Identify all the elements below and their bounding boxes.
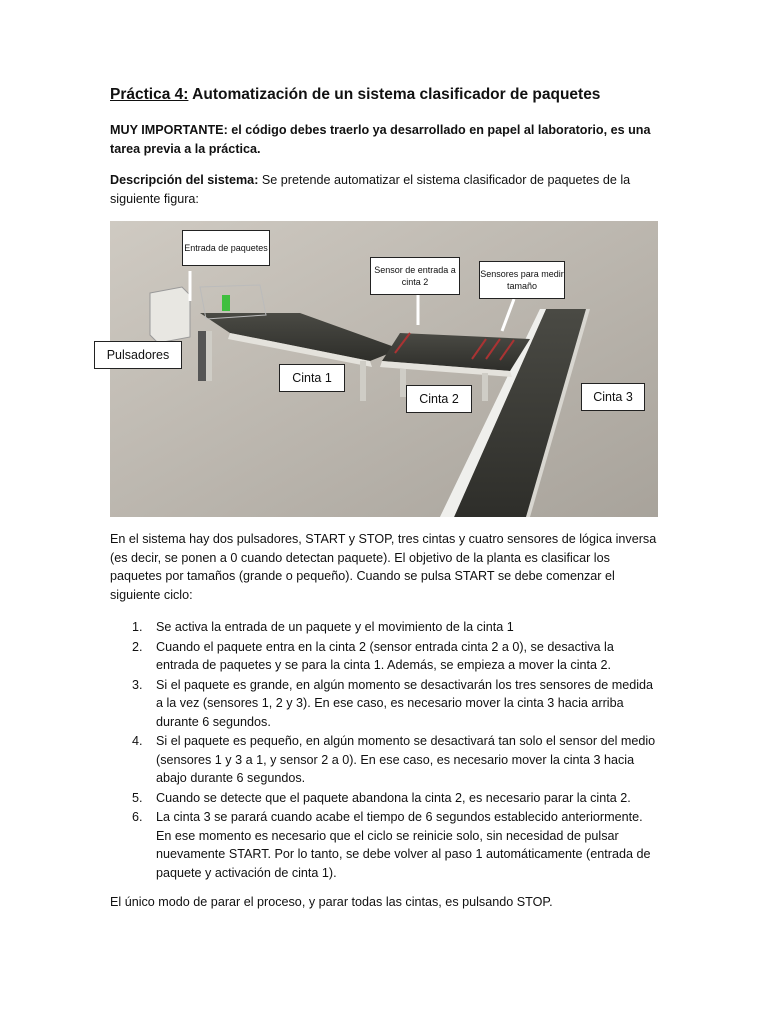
list-item xyxy=(110,618,658,637)
important-note: MUY IMPORTANTE: el código debes traerlo ya desarrollado en papel al laboratorio, es una tarea previa a la práctica. xyxy=(110,123,651,156)
system-figure xyxy=(106,221,658,517)
callout-cinta3: Cinta 3 xyxy=(581,383,645,411)
callout-cinta2: Cinta 2 xyxy=(406,385,472,413)
step-text: Cuando se detecte que el paquete abandona la cinta 2, es necesario parar la cinta 2. xyxy=(156,790,631,805)
step-number: 4. xyxy=(132,734,143,748)
system-description xyxy=(110,171,658,208)
step-text: Cuando el paquete entra en la cinta 2 (sensor entrada cinta 2 a 0), se desactiva la entrada de paquetes y se para la cinta 1. Además, se empieza a mover la cinta 2. xyxy=(156,639,614,672)
step-text: Si el paquete es grande, en algún momento se desactivarán los tres sensores de medida a la vez (sensores 1, 2 y 3). En ese caso, es necesario mover la cinta 3 hacia arriba durante 6 segundos. xyxy=(156,677,654,729)
cycle-steps xyxy=(110,618,658,883)
page-title xyxy=(110,86,600,104)
intro-paragraph: En el sistema hay dos pulsadores, START y STOP, tres cintas y cuatro sensores de lógica inversa (es decir, se ponen a 0 cuando detectan paquete). El objetivo de la planta es clasificar los paquetes por tamaños (grande o pequeño). Cuando se pulsa START se debe comenzar el siguiente ciclo: xyxy=(110,532,657,602)
step-number: 3. xyxy=(132,677,143,692)
callout-sensor-entrada: Sensor de entrada a cinta 2 xyxy=(370,257,460,295)
final-paragraph: El único modo de parar el proceso, y parar todas las cintas, es pulsando STOP. xyxy=(110,895,553,909)
step-text: Se activa la entrada de un paquete y el movimiento de la cinta 1 xyxy=(156,620,514,634)
title-rest: Automatización de un sistema clasificador de paquetes xyxy=(192,86,601,103)
step-text: La cinta 3 se parará cuando acabe el tiempo de 6 segundos establecido anteriormente. En ese momento es necesario que el ciclo se reinicie solo, sin necesidad de pulsar nuevamente START. Por lo tanto, se debe volver al paso 1 automáticamente (entrada de paquete y activación de cinta 1). xyxy=(156,810,651,880)
list-item xyxy=(110,638,658,675)
step-text: Si el paquete es pequeño, en algún momento se desactivará tan solo el sensor del medio (sensores 1 y 3 a 1, y sensor 2 a 0). En ese caso, es necesario mover la cinta 3 hacia abajo durante 6 segundos. xyxy=(156,734,656,785)
description-label: Descripción del sistema: xyxy=(110,173,259,187)
callout-sensores-tamano: Sensores para medir tamaño xyxy=(479,261,565,299)
step-number: 6. xyxy=(132,810,143,824)
callout-entrada-paquetes: Entrada de paquetes xyxy=(182,230,270,266)
title-prefix: Práctica 4: xyxy=(110,86,189,103)
list-item xyxy=(110,732,658,788)
step-number: 5. xyxy=(132,790,143,805)
step-number: 1. xyxy=(132,620,143,634)
step-number: 2. xyxy=(132,639,143,654)
list-item xyxy=(110,676,658,732)
description-text: Se pretende automatizar el sistema clasificador de paquetes de la siguiente figura: xyxy=(110,173,631,206)
callout-cinta1: Cinta 1 xyxy=(279,364,345,392)
callout-pulsadores: Pulsadores xyxy=(94,341,182,369)
list-item xyxy=(110,789,658,808)
list-item xyxy=(110,808,658,882)
